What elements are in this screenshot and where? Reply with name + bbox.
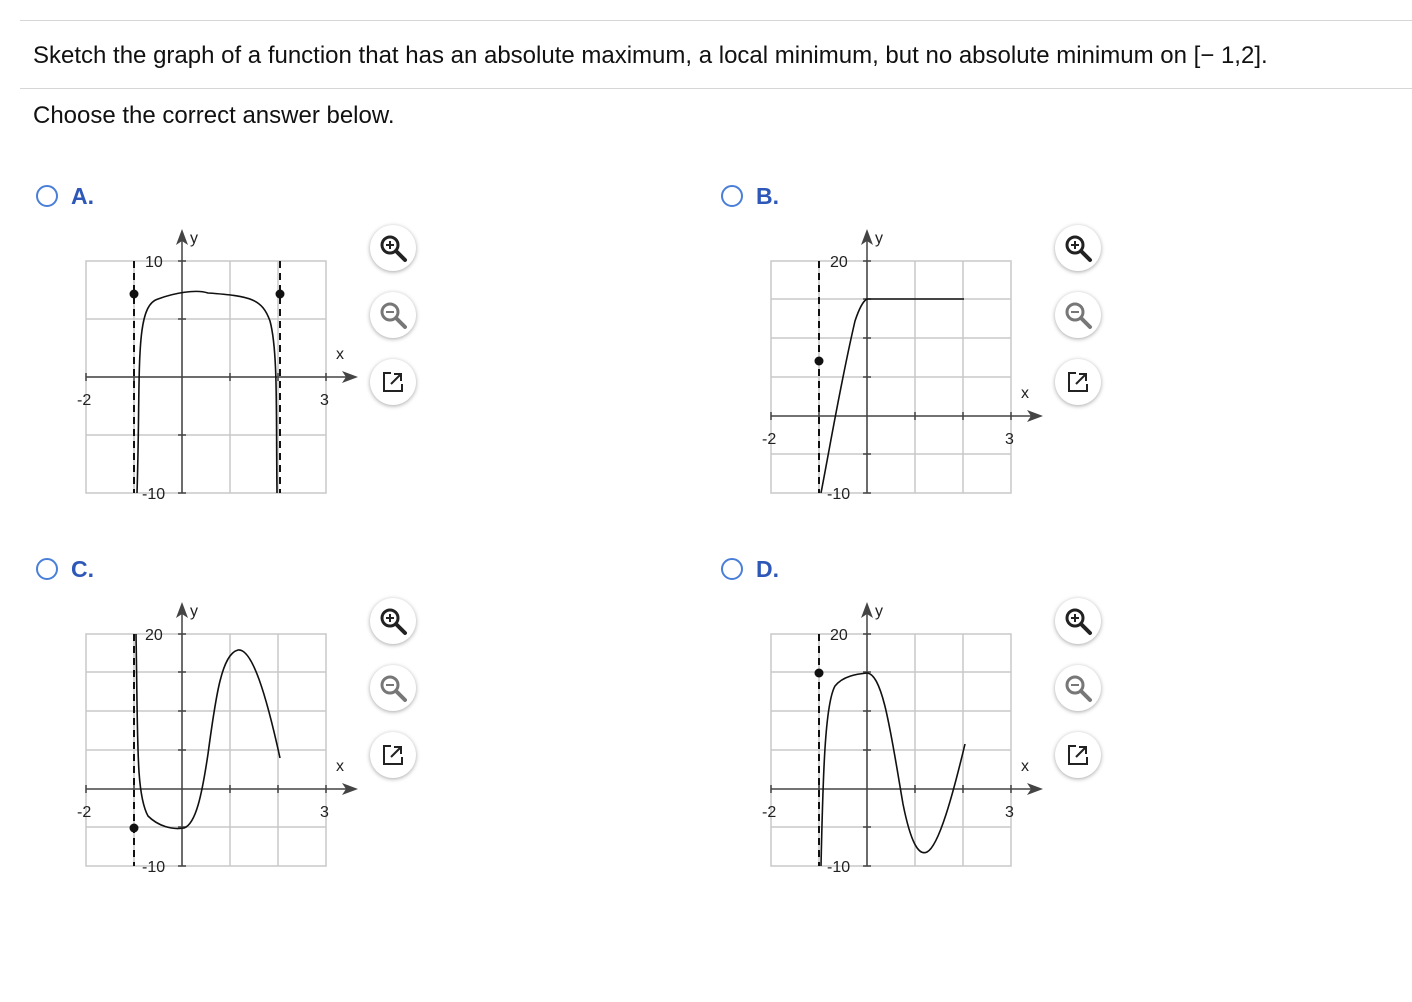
option-b-ymin-label: -10: [827, 486, 851, 501]
option-b-graph: [751, 221, 1071, 501]
option-d-ymin-label: -10: [827, 859, 851, 874]
option-b-point: [815, 357, 824, 366]
option-d: [721, 554, 1281, 894]
option-b-xmin-label: -2: [762, 431, 777, 448]
question-text: Sketch the graph of a function that has an absolute maximum, a local minimum, but no absolute minimum on [− 1,2].: [33, 42, 1268, 69]
option-c: [36, 554, 596, 894]
option-d-letter: D.: [756, 555, 779, 582]
option-c-xmax-label: 3: [320, 804, 329, 821]
zoom-out-icon: [378, 300, 408, 330]
option-c-radio[interactable]: [36, 558, 58, 580]
option-a-ymax-label: 10: [145, 254, 163, 271]
option-a-xaxis-label: x: [336, 346, 344, 363]
option-c-ymin-label: -10: [142, 859, 166, 874]
option-b-xmax-label: 3: [1005, 431, 1014, 448]
option-b-yaxis-label: y: [875, 230, 883, 247]
top-divider: [20, 20, 1412, 21]
zoom-out-icon: [1063, 673, 1093, 703]
zoom-in-icon: [378, 233, 408, 263]
option-b-letter: B.: [756, 182, 779, 209]
option-b: [721, 181, 1281, 521]
option-a-ymin-label: -10: [142, 486, 166, 501]
option-c-zoom-in-button[interactable]: [370, 598, 416, 644]
option-c-yaxis-label: y: [190, 603, 198, 620]
option-c-graph: [66, 594, 386, 874]
open-new-window-icon: [1065, 742, 1091, 768]
option-c-curve: [136, 634, 280, 829]
option-b-zoom-out-button[interactable]: [1055, 292, 1101, 338]
zoom-out-icon: [1063, 300, 1093, 330]
option-d-grid: [771, 634, 1011, 866]
zoom-in-icon: [378, 606, 408, 636]
option-d-point: [815, 669, 824, 678]
option-d-radio[interactable]: [721, 558, 743, 580]
option-a: [36, 181, 596, 521]
option-d-curve: [821, 673, 965, 866]
option-c-ymax-label: 20: [145, 627, 163, 644]
option-b-grid: [771, 261, 1011, 493]
instruction-text: Choose the correct answer below.: [33, 102, 395, 129]
option-d-xmin-label: -2: [762, 804, 777, 821]
option-d-zoom-out-button[interactable]: [1055, 665, 1101, 711]
option-d-open-button[interactable]: [1055, 732, 1101, 778]
option-d-xmax-label: 3: [1005, 804, 1014, 821]
option-a-open-button[interactable]: [370, 359, 416, 405]
option-a-xmax-label: 3: [320, 392, 329, 409]
option-d-graph: [751, 594, 1071, 874]
option-d-select[interactable]: [721, 554, 779, 584]
option-c-letter: C.: [71, 555, 94, 582]
open-new-window-icon: [380, 742, 406, 768]
option-a-point-left: [130, 290, 139, 299]
option-b-radio[interactable]: [721, 185, 743, 207]
option-a-zoom-out-button[interactable]: [370, 292, 416, 338]
zoom-in-icon: [1063, 606, 1093, 636]
option-b-zoom-in-button[interactable]: [1055, 225, 1101, 271]
option-b-curve: [821, 299, 964, 493]
option-d-yaxis-label: y: [875, 603, 883, 620]
option-c-zoom-out-button[interactable]: [370, 665, 416, 711]
option-d-xaxis-label: x: [1021, 758, 1029, 775]
option-b-select[interactable]: [721, 181, 779, 211]
option-b-xaxis-label: x: [1021, 385, 1029, 402]
option-a-letter: A.: [71, 182, 94, 209]
question-divider: [20, 88, 1412, 89]
option-d-zoom-in-button[interactable]: [1055, 598, 1101, 644]
option-a-curve: [137, 291, 277, 493]
option-a-select[interactable]: [36, 181, 94, 211]
zoom-in-icon: [1063, 233, 1093, 263]
option-c-select[interactable]: [36, 554, 94, 584]
option-a-radio[interactable]: [36, 185, 58, 207]
option-b-open-button[interactable]: [1055, 359, 1101, 405]
option-a-yaxis-label: y: [190, 230, 198, 247]
option-c-grid: [86, 634, 326, 866]
zoom-out-icon: [378, 673, 408, 703]
option-c-point: [130, 824, 139, 833]
option-c-open-button[interactable]: [370, 732, 416, 778]
open-new-window-icon: [380, 369, 406, 395]
option-c-xaxis-label: x: [336, 758, 344, 775]
open-new-window-icon: [1065, 369, 1091, 395]
option-a-point-right: [276, 290, 285, 299]
option-a-xmin-label: -2: [77, 392, 92, 409]
option-a-graph: [66, 221, 386, 501]
option-d-ymax-label: 20: [830, 627, 848, 644]
option-b-ymax-label: 20: [830, 254, 848, 271]
option-c-xmin-label: -2: [77, 804, 92, 821]
option-a-zoom-in-button[interactable]: [370, 225, 416, 271]
